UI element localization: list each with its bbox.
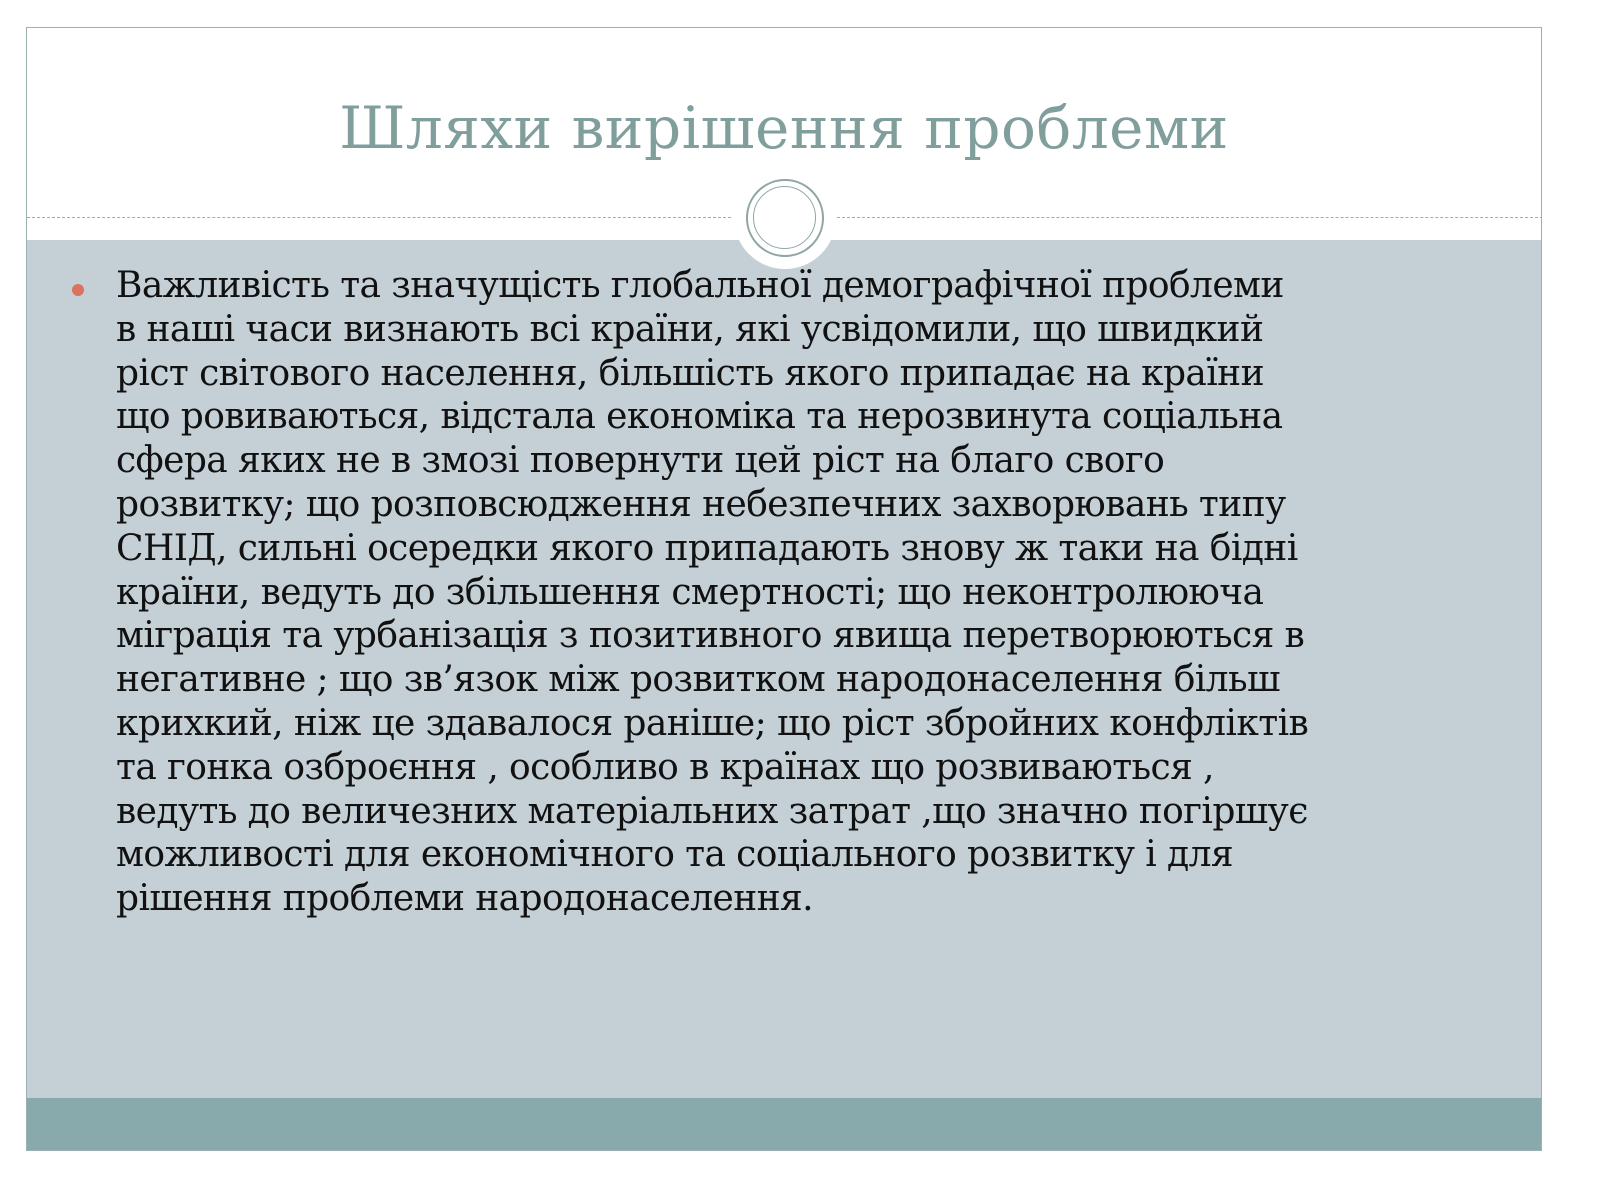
slide-title: Шляхи вирішення проблеми: [339, 94, 1229, 162]
bullet-line: ріст світового населення, більшість якого припадає на країни: [116, 352, 1264, 394]
dot-bullet-icon: [72, 284, 84, 296]
bullet-line: рішення проблеми народонаселення.: [116, 878, 813, 920]
medallion-outer-ring: [746, 179, 824, 257]
footer-bar: [27, 1098, 1541, 1151]
title-divider-left: [27, 217, 731, 218]
bullet-paragraph: [116, 264, 1506, 921]
double-circle-medallion-icon: [734, 167, 836, 269]
bullet-line: що ровиваються, відстала економіка та нерозвинута соціальна: [116, 396, 1283, 438]
bullet-line: розвитку; що розповсюдження небезпечних захворювань типу: [116, 483, 1286, 525]
bullet-line: можливості для економічного та соціального розвитку і для: [116, 834, 1233, 876]
bullet-line: в наші часи визнають всі країни, які усвідомили, що швидкий: [116, 308, 1264, 350]
bullet-line: країни, ведуть до збільшення смертності; що неконтролююча: [116, 571, 1264, 613]
bullet-line: та гонка озброєння , особливо в країнах що розвиваються ,: [116, 746, 1214, 788]
bullet-line: сфера яких не в змозі повернути цей ріст на благо свого: [116, 440, 1165, 482]
bullet-line: крихкий, ніж це здавалося раніше; що ріст збройних конфліктів: [116, 702, 1309, 744]
bullet-line: негативне ; що зв’язок між розвитком народонаселення більш: [116, 659, 1280, 701]
bullet-line: міграція та урбанізація з позитивного явища перетворюються в: [116, 615, 1305, 657]
medallion-inner-ring: [753, 186, 816, 249]
bullet-line: СНІД, сильні осередки якого припадають знову ж таки на бідні: [116, 527, 1298, 569]
title-divider-right: [837, 217, 1542, 218]
bullet-line: ведуть до величезних матеріальних затрат ,що значно погіршує: [116, 790, 1308, 832]
bullet-line: Важливість та значущість глобальної демографічної проблеми: [116, 265, 1284, 306]
